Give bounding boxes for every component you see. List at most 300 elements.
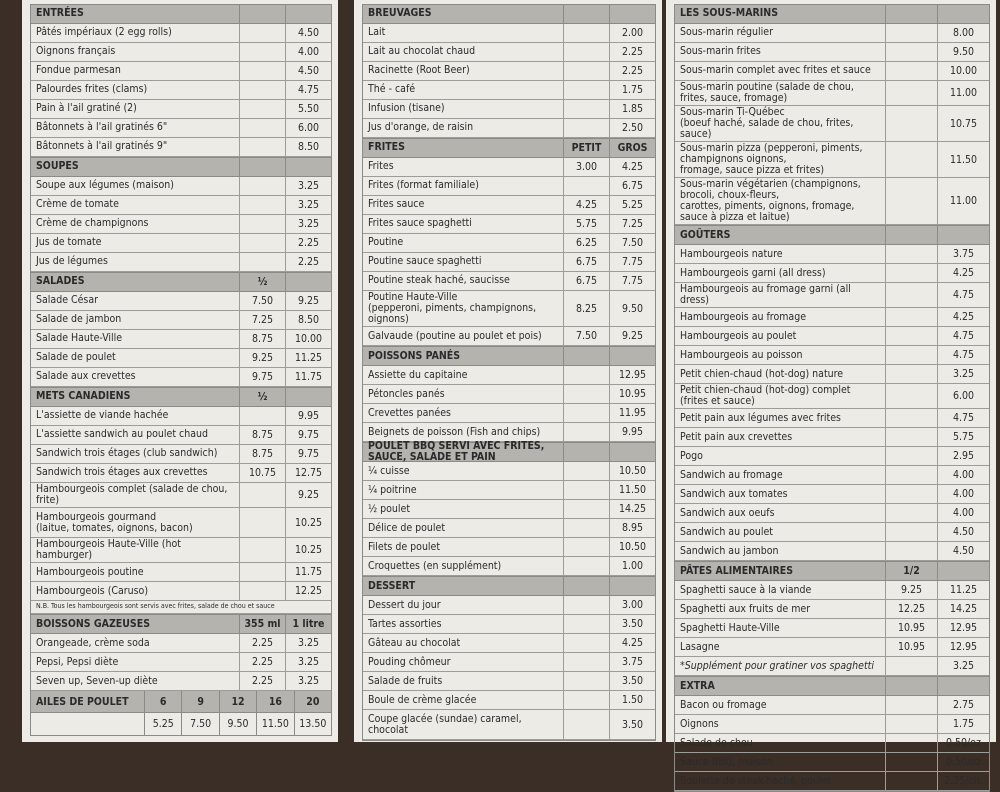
menu-item-name: ¼ poitrine [368,483,417,496]
menu-item-price-small: 8.75 [239,330,285,348]
menu-item-row [675,43,989,62]
menu-item-price-small [239,24,285,42]
menu-item-name: Délice de poulet [368,521,446,534]
menu-item-price-small: 9.25 [239,349,285,367]
menu-item-name: Boulette de steak haché, poulet [680,774,832,787]
menu-item-name: Seven up, Seven-up diète [36,674,158,687]
column-header [937,677,989,695]
section-soupes [30,157,332,272]
menu-item-price-small [885,245,937,263]
menu-item-price-small [239,62,285,80]
menu-item-row [31,24,331,43]
menu-item-row [363,119,655,138]
section-title: SALADES [36,275,85,288]
menu-item-row [675,581,989,600]
menu-item-name: Poutine Haute-Ville (pepperoni, piments, champignons, oignons) [368,291,537,326]
menu-item-name: Oignons [680,717,719,730]
section-poissons-panes [362,346,656,442]
menu-item-price: 9.50 [937,43,989,61]
menu-item-row [31,653,331,672]
column-header [609,5,655,23]
menu-page-left [22,0,338,742]
menu-item-price: 12.25 [285,582,331,600]
menu-item-name: Sous-marin pizza (pepperoni, piments, champignons oignons, fromage, sauce pizza et frites) [680,142,863,177]
wings-label-empty [31,713,144,735]
section-header [363,139,655,158]
column-header [285,273,331,291]
menu-item-price-small [239,483,285,507]
menu-item-name: Crème de tomate [36,198,119,211]
menu-item-price-small: 3.00 [563,158,609,176]
menu-item-price: 1.00 [609,557,655,575]
menu-item-price: 3.25 [285,634,331,652]
section-header [363,577,655,596]
menu-item-price-small: 7.50 [239,292,285,310]
menu-item-price: 7.25 [609,215,655,233]
menu-item-row [675,485,989,504]
menu-item-price: 10.25 [285,508,331,537]
wings-title: AILES DE POULET [36,695,129,708]
menu-item-row [675,428,989,447]
menu-item-price: 6.00 [285,119,331,137]
menu-item-row [363,538,655,557]
menu-item-price: 4.50 [285,24,331,42]
menu-item-name: Salade de chou [680,736,753,749]
menu-item-price: 4.75 [937,346,989,364]
menu-item-price: 3.50 [609,672,655,690]
menu-item-row [675,600,989,619]
wings-count: 9 [181,691,218,712]
menu-item-row [31,672,331,691]
menu-item-name: Poutine steak haché, saucisse [368,274,510,287]
section-header [363,5,655,24]
section-header [675,226,989,245]
section-title: FRITES [368,141,405,154]
menu-item-price: 2.25 [609,62,655,80]
section-dessert [362,576,656,741]
menu-item-price-small [885,384,937,408]
column-header [609,443,655,461]
menu-item-name: Pain à l'ail gratiné (2) [36,102,137,115]
menu-item-row [31,563,331,582]
menu-item-price-small [563,691,609,709]
menu-item-price-small [885,542,937,560]
menu-item-price: 4.50 [285,62,331,80]
menu-item-row [675,106,989,142]
column-header [563,443,609,461]
menu-item-name: Orangeade, crème soda [36,636,150,649]
menu-item-price-small [885,753,937,771]
column-header [285,388,331,406]
menu-item-price-small [239,508,285,537]
menu-item-price: 6.00 [937,384,989,408]
menu-item-name: Hambourgeois (Caruso) [36,584,149,597]
wings-price-row [31,713,331,735]
menu-item-price-small [563,404,609,422]
menu-item-price-small [563,519,609,537]
menu-item-row [31,292,331,311]
section-header [31,158,331,177]
menu-item-name: Petit chien-chaud (hot-dog) nature [680,367,844,380]
menu-item-price: 0.50/oz [937,734,989,752]
menu-item-name: Fondue parmesan [36,64,121,77]
menu-page-middle [354,0,662,742]
menu-item-row [31,177,331,196]
menu-item-row [31,196,331,215]
menu-item-row [363,234,655,253]
menu-item-row [363,158,655,177]
menu-item-row [363,291,655,327]
menu-item-price-small [885,466,937,484]
menu-item-price: 11.00 [937,81,989,105]
menu-item-price: 3.25 [285,215,331,233]
menu-item-row [363,43,655,62]
menu-item-name: Bacon ou fromage [680,698,767,711]
menu-item-price: 5.50 [285,100,331,118]
menu-item-row [363,481,655,500]
menu-item-name: Beignets de poisson (Fish and chips) [368,425,541,438]
menu-item-price-small: 10.95 [885,619,937,637]
menu-item-price: 4.25 [937,308,989,326]
menu-item-name: Hambourgeois poutine [36,565,144,578]
menu-item-price: 2.75 [937,696,989,714]
menu-item-price-small [885,696,937,714]
menu-item-price-small [563,538,609,556]
menu-item-price: 3.25 [937,657,989,675]
menu-item-price-small: 2.25 [239,653,285,671]
menu-item-price-small [563,596,609,614]
menu-item-price-small [563,24,609,42]
menu-item-price: 4.75 [937,409,989,427]
menu-item-price: 11.75 [285,563,331,581]
menu-item-row [675,327,989,346]
menu-item-row [363,653,655,672]
menu-item-name: Sandwich au fromage [680,468,783,481]
menu-item-price-small [885,715,937,733]
section-header [31,273,331,292]
menu-item-price: 10.95 [609,385,655,403]
column-header [885,226,937,244]
menu-item-row [675,504,989,523]
menu-item-name: Bâtonnets à l'ail gratinés 6" [36,121,168,134]
menu-item-name: Sandwich trois étages aux crevettes [36,466,208,479]
column-header [885,677,937,695]
menu-item-name: Hambourgeois Haute-Ville (hot hamburger) [36,538,181,562]
menu-item-price-small: 9.25 [885,581,937,599]
menu-item-price-small [885,523,937,541]
menu-item-row [31,368,331,387]
menu-item-price-small: 6.75 [563,253,609,271]
column-header: PETIT [563,139,609,157]
menu-item-price: 3.75 [609,653,655,671]
menu-item-price-small [239,407,285,425]
menu-item-row [675,715,989,734]
menu-item-name: Sous-marin Ti-Québec (boeuf haché, salade de chou, frites, sauce) [680,106,854,141]
menu-item-name: Sous-marin complet avec frites et sauce [680,64,871,77]
menu-item-price: 10.50 [609,462,655,480]
menu-item-price: 1.75 [609,81,655,99]
section-title: EXTRA [680,679,715,692]
menu-item-price-small [239,138,285,156]
menu-item-price-small [563,62,609,80]
menu-item-row [31,311,331,330]
menu-item-row [675,178,989,225]
menu-item-price-small [563,653,609,671]
menu-item-row [675,638,989,657]
menu-item-price-small [563,500,609,518]
menu-item-price-small [885,327,937,345]
menu-column-left [30,4,332,736]
section-header [31,615,331,634]
menu-item-row [31,464,331,483]
menu-item-price: 14.25 [937,600,989,618]
section-title: POISSONS PANÉS [368,349,461,362]
menu-item-price: 12.95 [937,638,989,656]
section-title: ENTRÉES [36,7,84,20]
menu-item-row [363,272,655,291]
menu-item-name: Spaghetti Haute-Ville [680,621,780,634]
menu-item-row [675,409,989,428]
menu-item-price: 11.25 [285,349,331,367]
menu-item-name: Frites sauce [368,198,425,211]
menu-item-price: 9.25 [609,327,655,345]
menu-item-name: Pâtés impériaux (2 egg rolls) [36,26,172,39]
menu-item-price: 4.25 [937,264,989,282]
menu-item-row [363,557,655,576]
menu-item-price: 8.00 [937,24,989,42]
menu-item-row [31,138,331,157]
section-boissons-gazeuses [30,614,332,691]
column-header [609,347,655,365]
menu-item-name: *Supplément pour gratiner vos spaghetti [680,659,874,672]
menu-item-price: 9.75 [285,426,331,444]
menu-item-price-small [885,43,937,61]
section-header [31,5,331,24]
menu-item-price: 7.50 [609,234,655,252]
menu-item-name: Poutine [368,236,404,249]
menu-item-price: 3.25 [937,365,989,383]
menu-item-name: Frites [368,160,394,173]
menu-item-price: 2.25 [285,253,331,271]
column-header: 1 litre [285,615,331,633]
column-header: ½ [239,273,285,291]
column-header [239,158,285,176]
menu-column-right [674,4,990,792]
menu-item-price-small [239,253,285,271]
menu-item-name: Croquettes (en supplément) [368,559,502,572]
menu-item-price-small: 2.25 [239,672,285,690]
menu-item-price-small [563,119,609,137]
menu-item-name: Hambourgeois complet (salade de chou, frite) [36,483,228,507]
menu-item-row [675,365,989,384]
menu-item-price: 11.50 [937,142,989,177]
menu-item-price-small [563,557,609,575]
menu-item-price: 2.95 [937,447,989,465]
menu-item-name: Sandwich trois étages (club sandwich) [36,447,218,460]
menu-item-row [363,462,655,481]
menu-item-price-small [239,119,285,137]
menu-item-price-small [885,81,937,105]
menu-item-name: ½ poulet [368,502,411,515]
menu-item-price: 1.75 [937,715,989,733]
menu-item-name: Galvaude (poutine au poulet et pois) [368,329,542,342]
menu-item-price-small [563,462,609,480]
menu-item-name: Gâteau au chocolat [368,636,461,649]
menu-item-name: Hambourgeois au poulet [680,329,797,342]
menu-item-price-small [885,142,937,177]
menu-item-row [31,508,331,538]
section-extra [674,676,990,792]
menu-item-row [31,62,331,81]
menu-item-price-small: 2.25 [239,634,285,652]
menu-item-price: 10.25 [285,538,331,562]
menu-item-price: 10.75 [937,106,989,141]
menu-item-price-small [885,264,937,282]
menu-item-price: 6.75 [609,177,655,195]
menu-item-name: Sous-marin régulier [680,26,773,39]
menu-item-price: 4.50 [937,542,989,560]
menu-item-price-small [885,24,937,42]
column-header: ½ [239,388,285,406]
menu-item-name: Hambourgeois gourmand (laitue, tomates, oignons, bacon) [36,510,193,534]
menu-item-price: 4.00 [937,466,989,484]
menu-item-row [31,483,331,508]
menu-item-price-small: 4.25 [563,196,609,214]
menu-item-name: Boule de crème glacée [368,693,477,706]
menu-item-row [363,500,655,519]
menu-item-price-small [885,657,937,675]
menu-item-row [31,253,331,272]
column-header [285,158,331,176]
menu-item-price: 1.85 [609,100,655,118]
menu-item-price-small [885,772,937,790]
menu-item-price: 11.95 [609,404,655,422]
menu-item-row [675,447,989,466]
menu-item-price: 12.95 [937,619,989,637]
menu-item-row [31,81,331,100]
menu-item-name: Sandwich au jambon [680,544,779,557]
menu-item-price: 2.25 [285,234,331,252]
menu-item-price-small [563,385,609,403]
column-header: 1/2 [885,562,937,580]
menu-item-name: ¼ cuisse [368,464,410,477]
menu-item-name: Pepsi, Pepsi diète [36,655,119,668]
menu-item-name: Petit pain aux crevettes [680,430,793,443]
menu-item-row [31,407,331,426]
menu-item-price-small [239,582,285,600]
menu-item-row [31,349,331,368]
menu-item-price-small [239,177,285,195]
menu-item-price-small [563,481,609,499]
menu-item-price-small [563,423,609,441]
menu-item-price: 10.00 [937,62,989,80]
menu-item-price: 9.25 [285,483,331,507]
menu-item-name: Hambourgeois nature [680,247,783,260]
menu-item-price-small [563,672,609,690]
menu-item-price-small [885,485,937,503]
wings-count-row [31,691,331,713]
menu-item-price-small: 8.25 [563,291,609,326]
menu-item-name: Salade de fruits [368,674,443,687]
menu-item-price: 11.75 [285,368,331,386]
wings-price: 11.50 [256,713,293,735]
menu-item-price-small [885,283,937,307]
column-header [239,5,285,23]
menu-item-price-small [239,81,285,99]
menu-item-price-small: 10.95 [885,638,937,656]
menu-item-price-small [885,409,937,427]
menu-item-row [31,215,331,234]
menu-item-name: Hambourgeois garni (all dress) [680,266,826,279]
menu-item-price: 0.50/oz [937,753,989,771]
section-title: SOUPES [36,160,79,173]
menu-item-price-small [885,346,937,364]
menu-item-price: 7.75 [609,253,655,271]
menu-item-name: Coupe glacée (sundae) caramel, chocolat [368,712,522,736]
menu-item-price: 3.25 [285,196,331,214]
menu-item-price: 2.50 [609,119,655,137]
menu-item-price-small [885,365,937,383]
menu-item-price: 11.00 [937,178,989,224]
menu-column-middle [362,4,656,741]
menu-item-price-small [563,634,609,652]
menu-item-row [675,81,989,106]
menu-item-price: 5.75 [937,428,989,446]
menu-item-price: 11.50 [609,481,655,499]
menu-item-row [31,538,331,563]
menu-item-row [363,596,655,615]
menu-item-row [363,634,655,653]
menu-item-price: 10.50 [609,538,655,556]
section-title: PÂTES ALIMENTAIRES [680,564,794,577]
menu-item-name: Sous-marin frites [680,45,761,58]
menu-item-price: 3.25 [285,653,331,671]
menu-item-name: Petit chien-chaud (hot-dog) complet (frites et sauce) [680,384,851,408]
menu-item-name: Hambourgeois au fromage [680,310,807,323]
menu-item-name: Sous-marin végétarien (champignons, brocoli, choux-fleurs, carottes, piments, oignons, fromage, sauce à pizza et laitue) [680,178,861,224]
menu-item-name: Jus d'orange, de raisin [368,121,474,134]
menu-item-row [675,142,989,178]
menu-item-price-small: 7.50 [563,327,609,345]
menu-item-row [363,404,655,423]
menu-item-row [675,542,989,561]
menu-item-price: 3.50 [609,615,655,633]
menu-item-name: Oignons français [36,45,116,58]
menu-item-name: Infusion (tisane) [368,102,445,115]
menu-item-price: 9.25 [285,292,331,310]
column-header [937,5,989,23]
section-title: GOÛTERS [680,228,731,241]
menu-item-row [31,43,331,62]
menu-item-price-small: 9.75 [239,368,285,386]
menu-item-price-small [563,100,609,118]
menu-item-row [675,523,989,542]
menu-item-price-small [885,106,937,141]
menu-item-name: Salade de jambon [36,313,122,326]
menu-item-price: 10.00 [285,330,331,348]
menu-item-price: 4.00 [937,504,989,522]
section-header [675,677,989,696]
menu-item-row [363,327,655,346]
menu-item-name: L'assiette sandwich au poulet chaud [36,428,209,441]
section-sous-marins [674,4,990,225]
menu-item-price: 4.25 [609,634,655,652]
menu-item-price: 3.50 [609,710,655,739]
menu-item-row [363,710,655,740]
menu-item-name: Sandwich aux tomates [680,487,788,500]
section-header [675,5,989,24]
section-ailes-de-poulet [30,691,332,736]
